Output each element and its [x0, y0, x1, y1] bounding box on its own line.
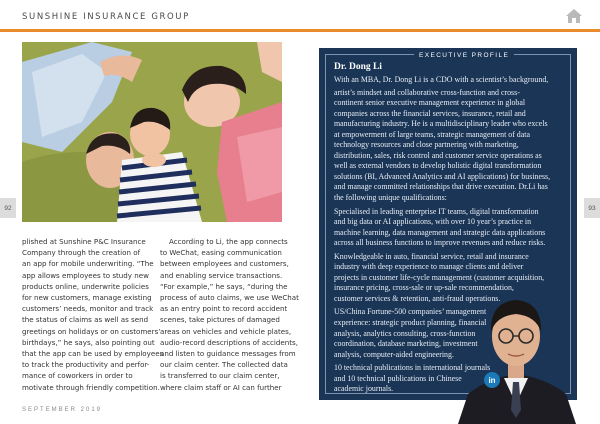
text-line: analysis, analytics consulting, cross-function: [334, 328, 476, 338]
bio-paragraph-2: [334, 207, 550, 249]
text-line: technology resources and close partnering with marketing,: [334, 140, 519, 150]
text-line: well as external vendors to develop holistic digital transformation: [334, 161, 542, 171]
page-number-right: 93: [584, 198, 600, 218]
text-line: machine learning, data management and strategic data applications: [334, 227, 546, 237]
text-line: where claim staff or AI can further: [160, 382, 282, 392]
text-line: customers’ needs, monitor and track: [22, 304, 154, 314]
text-line: birthdays,” he says, also pointing out: [22, 337, 155, 347]
text-line: is transferred to our claim center,: [160, 371, 280, 381]
page-number-left: 92: [0, 198, 16, 218]
bio-paragraph-1: [334, 75, 550, 204]
family-photo: [22, 42, 282, 222]
text-line: solutions (BI, Advanced Analytics and AI applications) for business,: [334, 171, 551, 181]
text-line: insurance pricing, cross-sale or up-sale recommendation,: [334, 283, 514, 293]
text-line: to track the productivity and perfor-: [22, 360, 150, 370]
linkedin-icon[interactable]: in: [484, 372, 500, 388]
text-line: the status of claims as well as send: [22, 315, 149, 325]
issue-date: SEPTEMBER 2019: [22, 407, 103, 413]
text-line: industry with deep experience to manage clients and deliver: [334, 262, 524, 272]
text-line: and 10 technical publications in Chinese: [334, 373, 462, 383]
text-line: projects in customer life-cycle management (customer acquisition,: [334, 272, 545, 282]
text-line: audio-record descriptions of accidents,: [160, 337, 298, 347]
text-line: and listen to guidance messages from: [160, 349, 296, 359]
text-line: Knowledgeable in auto, financial service, retail and insurance: [334, 251, 529, 261]
text-line: an app for mobile underwriting. “The: [22, 259, 154, 269]
article-column-2: [160, 236, 299, 393]
text-line: and big data or AI applications, with over 10 year’s practice in: [334, 217, 532, 227]
text-line: between employees and customers,: [160, 259, 289, 269]
text-line: companies across the financial services, insurance, retail and: [334, 108, 526, 118]
text-line: app allows employees to study new: [22, 270, 149, 280]
text-line: experience: strategic product planning, financial: [334, 318, 487, 328]
text-line: products online, underwrite policies: [22, 281, 149, 291]
text-line: customer services & retention, anti-fraud operations.: [334, 293, 501, 303]
text-line: motivate through friendly competition.: [22, 382, 160, 392]
text-line: Specialised in leading enterprise IT teams, digital transformation: [334, 206, 539, 216]
text-line: academic journals.: [334, 384, 394, 394]
panel-label: EXECUTIVE PROFILE: [414, 52, 514, 59]
text-line: across all business functions to improve revenues and reduce risks.: [334, 238, 546, 248]
text-line: and enabling service transactions.: [160, 270, 283, 280]
brand-title: SUNSHINE INSURANCE GROUP: [22, 12, 190, 22]
text-line: to WeChat, easing communication: [160, 248, 282, 258]
text-line: that the app can be used by employees: [22, 349, 164, 359]
text-line: as an entry point to record accident: [160, 304, 288, 314]
text-line: 10 technical publications in international journals: [334, 363, 491, 373]
text-line: According to Li, the app connects: [160, 237, 288, 246]
text-line: at empowerment of large teams, strategic management of data: [334, 129, 530, 139]
header-rule: [0, 29, 600, 32]
text-line: process of auto claims, we use WeChat: [160, 293, 299, 303]
text-line: US/China Fortune-500 companies’ management: [334, 307, 487, 317]
text-line: and manage committed relationships that drive execution. Dr.Li has: [334, 182, 548, 192]
text-line: With an MBA, Dr. Dong Li is a CDO with a scientist’s background,: [334, 75, 549, 84]
text-line: our claim center. The collected data: [160, 360, 288, 370]
text-line: “For example,” he says, “during the: [160, 281, 288, 291]
profile-name: Dr. Dong Li: [334, 62, 382, 72]
text-line: for new customers, manage existing: [22, 293, 152, 303]
executive-portrait: [458, 282, 576, 424]
text-line: coordination, database marketing, investment: [334, 339, 478, 349]
text-line: greetings on holidays or on customers’: [22, 326, 161, 336]
text-line: the following unique qualifications:: [334, 193, 447, 203]
text-line: areas on vehicles and vehicle plates,: [160, 326, 292, 336]
text-line: mance of coworkers in order to: [22, 371, 133, 381]
text-line: analysis, computer-aided engineering.: [334, 349, 454, 359]
text-line: plished at Sunshine P&C Insurance: [22, 237, 146, 246]
text-line: artist’s mindset and collaborative cross-function and cross-: [334, 87, 520, 97]
text-line: Company through the creation of: [22, 248, 141, 258]
article-column-1: [22, 236, 164, 393]
text-line: manufacturing industry. He is a multidisciplinary leader who excels: [334, 119, 548, 129]
text-line: continent senior executive management experience in global: [334, 98, 526, 108]
home-icon[interactable]: [565, 8, 583, 24]
text-line: distribution, sales, risk control and customer service operations as: [334, 150, 542, 160]
text-line: scenes, take pictures of damaged: [160, 315, 280, 325]
